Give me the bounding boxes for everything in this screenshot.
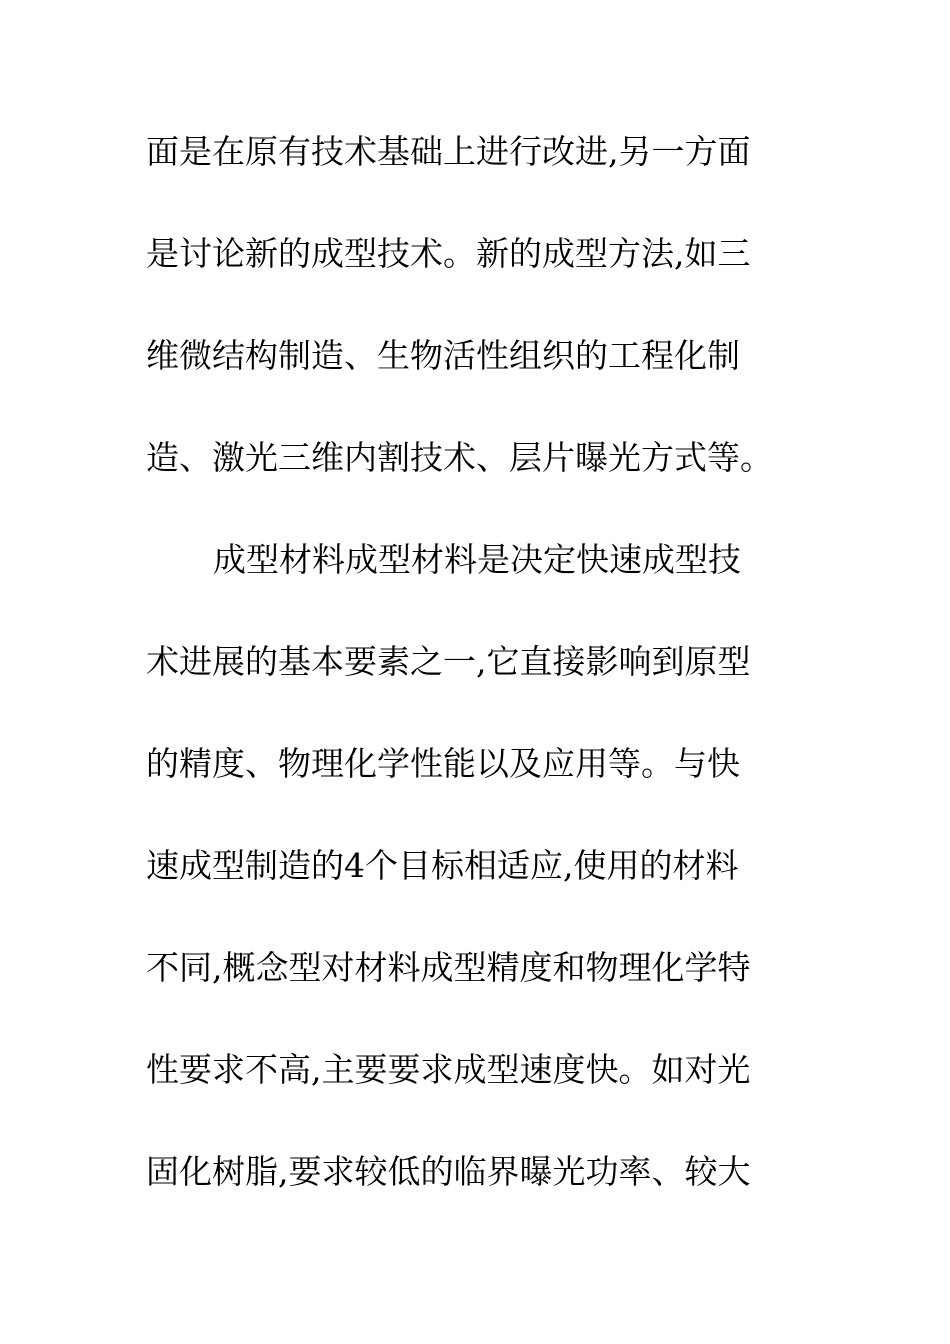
paragraph-start-line: 成型材料成型材料是决定快速成型技 <box>213 540 741 579</box>
text-line: 的精度、物理化学性能以及应用等。与快 <box>146 744 740 783</box>
text-line: 固化树脂,要求较低的临界曝光功率、较大 <box>146 1152 751 1191</box>
text-line: 不同,概念型对材料成型精度和物理化学特 <box>146 948 751 987</box>
text-line: 术进展的基本要素之一,它直接影响到原型 <box>146 642 751 681</box>
body-text <box>146 124 806 1246</box>
text-line: 面是在原有技术基础上进行改进,另一方面 <box>146 132 751 171</box>
text-line: 造、激光三维内割技术、层片曝光方式等。 <box>146 438 773 477</box>
text-line: 性要求不高,主要要求成型速度快。如对光 <box>146 1050 751 1089</box>
text-line: 是讨论新的成型技术。新的成型方法,如三 <box>146 234 751 273</box>
text-line: 速成型制造的4个目标相适应,使用的材料 <box>146 846 739 885</box>
text-line: 维微结构制造、生物活性组织的工程化制 <box>146 336 740 375</box>
